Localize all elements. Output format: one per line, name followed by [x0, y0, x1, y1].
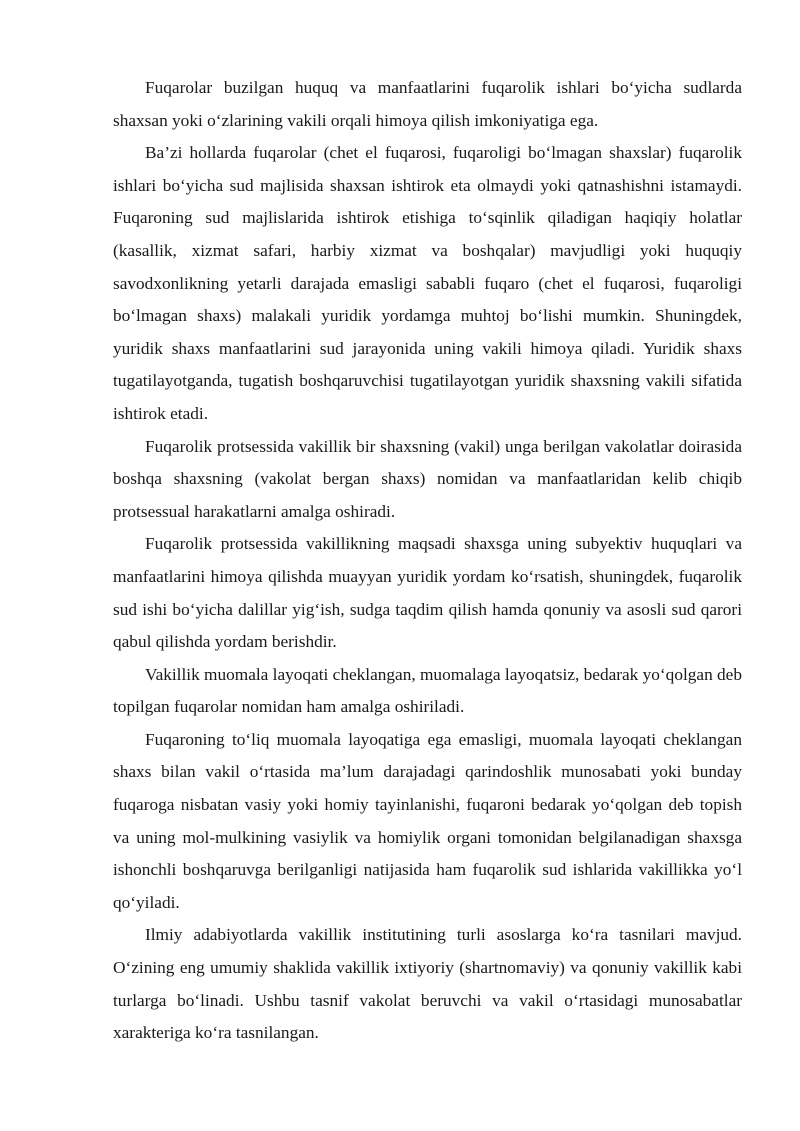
paragraph-5: Vakillik muomala layoqati cheklangan, muomalaga layoqatsiz, bedarak yo‘qolgan deb topilgan fuqarolar nomidan ham amalga oshiriladi.: [113, 664, 742, 717]
document-page: [113, 72, 742, 1050]
paragraph-6: Fuqaroning to‘liq muomala layoqatiga ega emasligi, muomala layoqati cheklangan shaxs bilan vakil o‘rtasida ma’lum darajadagi qarindoshlik munosabati yoki bunday fuqaroga nisbatan vasiy yoki homiy tayinlanishi, fuqaroni bedarak yo‘qolgan deb topish va uning mol-mulkining vasiylik va homiylik organi tomonidan belgilanadigan shaxsga ishonchli boshqaruvga berilganligi natijasida ham fuqarolik sud ishlarida vakillikka yo‘l qo‘yiladi.: [113, 729, 742, 912]
paragraph-4: Fuqarolik protsessida vakillikning maqsadi shaxsga uning subyektiv huquqlari va manfaatlarini himoya qilishda muayyan yuridik yordam ko‘rsatish, shuningdek, fuqarolik sud ishi bo‘yicha dalillar yig‘ish, sudga taqdim qilish hamda qonuniy va asosli sud qarori qabul qilishda yordam berishdir.: [113, 534, 742, 652]
paragraph-7: Ilmiy adabiyotlarda vakillik institutining turli asoslarga ko‘ra tasnilari mavjud. O‘zining eng umumiy shaklida vakillik ixtiyoriy (shartnomaviy) va qonuniy vakillik kabi turlarga bo‘linadi. Ushbu tasnif vakolat beruvchi va vakil o‘rtasidagi munosabatlar xarakteriga ko‘ra tasnilangan.: [113, 925, 742, 1043]
paragraph-1: Fuqarolar buzilgan huquq va manfaatlarini fuqarolik ishlari bo‘yicha sudlarda shaxsan yoki o‘zlarining vakili orqali himoya qilish imkoniyatiga ega.: [113, 78, 742, 130]
paragraph-2: Ba’zi hollarda fuqarolar (chet el fuqarosi, fuqaroligi bo‘lmagan shaxslar) fuqarolik ishlari bo‘yicha sud majlisida shaxsan ishtirok eta olmaydi yoki qatnashishni istamaydi. Fuqaroning sud majlislarida ishtirok etishiga to‘sqinlik qiladigan haqiqiy holatlar (kasallik, xizmat safari, harbiy xizmat va boshqalar) mavjudligi yoki huquqiy savodxonlikning yetarli darajada emasligi sababli fuqaro (chet el fuqarosi, fuqaroligi bo‘lmagan shaxs) malakali yuridik yordamga muhtoj bo‘lishi mumkin. Shuningdek, yuridik shaxs manfaatlarini sud jarayonida uning vakili himoya qiladi. Yuridik shaxs tugatilayotganda, tugatish boshqaruvchisi tugatilayotgan yuridik shaxsning vakili sifatida ishtirok etadi.: [113, 143, 742, 423]
paragraph-3: Fuqarolik protsessida vakillik bir shaxsning (vakil) unga berilgan vakolatlar doirasida boshqa shaxsning (vakolat bergan shaxs) nomidan va manfaatlaridan kelib chiqib protsessual harakatlarni amalga oshiradi.: [113, 436, 742, 521]
